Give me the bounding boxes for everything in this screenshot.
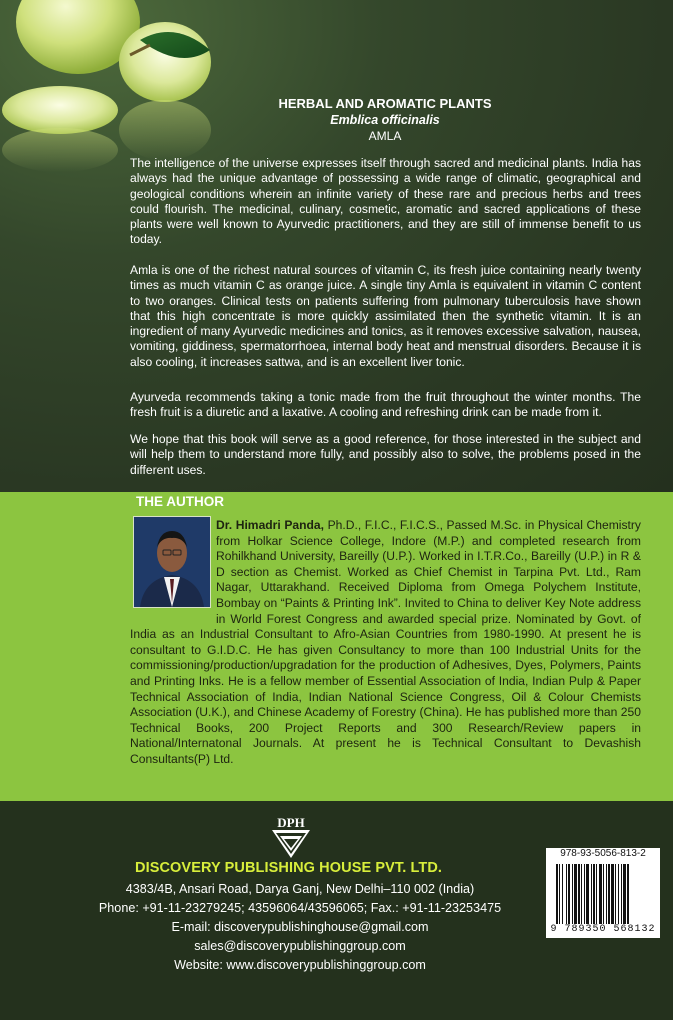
description-paragraph-1: The intelligence of the universe expresses itself through sacred and medicinal plants. India has always had the unique advantage of possessing a wide range of climatic, geographical and geological conditions wherein an infinite variety of these rare and precious herbs and trees could flourish. The medicinal, culinary, cosmetic, aromatic and sacred applications of these plants were well known to Ayurvedic practitioners, and they are still of immense benefit to us today. [130, 156, 641, 247]
description-paragraph-4: We hope that this book will serve as a good reference, for those interested in the subject and will help them to understand more fully, and possibly also to solve, the problems posed in the different uses. [130, 432, 641, 477]
barcode-bar [568, 864, 570, 924]
author-bio-text: Ph.D., F.I.C., F.I.C.S., Passed M.Sc. in Physical Chemistry from Holkar Science College, Indore (M.P.) and completed research from Rohilkhand University, Bareilly (U.P.). Worked in I.T.R.Co., Bareilly (U.P.) in R & D section as Chemist. Worked as Chief Chemist in Tarpina Pvt. Ltd., Ram Nagar, Uttarakhand. Received Diploma from Omega Polychem Institute, Bombay on “Paints & Printing Ink”. Invited to China to deliver Key Note address in World Forest Congress and awarded special prize. Nominated by Govt. of India as an Industrial Consultant to Afro-Asian Countries from 1980-1990. At present he is consultant to G.I.D.C. He has given Consultancy to more than 100 Industrial Units for the commissioning/production/upgradation for the production of Adhesives, Dyes, Polymers, Paints and Printing Inks. He is a fellow member of Essential Association of India, Indian Pulp & Paper Technical Association of India, Indian National Science Congress, Oil & Colour Chemists Association (U.K.), and Chinese Academy of Forestry (China). He has published more than 250 Technical Books, 200 Project Reports and 300 Research/Review papers in National/Internatonal Journals. At present he is Technical Consultant to Devashish Consultants(P) Ltd. [130, 518, 641, 766]
isbn-number: 978-93-5056-813-2 [560, 848, 646, 859]
barcode-bar [611, 864, 614, 924]
barcode-bar [627, 864, 629, 924]
barcode-bar [581, 864, 582, 924]
isbn-digits: 9 789350 568132 [550, 924, 656, 935]
barcode-bar [623, 864, 626, 924]
barcode-bar [559, 864, 560, 924]
barcode-bar [584, 864, 585, 924]
barcode-bar [621, 864, 622, 924]
book-plant-name: AMLA [368, 129, 402, 143]
barcode-bar [578, 864, 580, 924]
barcode-bar [593, 864, 595, 924]
book-title-block [120, 96, 650, 144]
barcode-bar [574, 864, 577, 924]
barcode-bar [608, 864, 610, 924]
author-heading: THE AUTHOR [136, 494, 224, 509]
publisher-phone: Phone: +91-11-23279245; 43596064/43596065; Fax.: +91-11-23253475 [98, 901, 502, 915]
isbn-barcode [546, 848, 660, 938]
author-photo [133, 516, 211, 608]
barcode-bar [572, 864, 573, 924]
barcode-bar [562, 864, 563, 924]
barcode-bar [606, 864, 607, 924]
author-name: Dr. Himadri Panda, [216, 518, 324, 532]
description-paragraph-2: Amla is one of the richest natural sources of vitamin C, its fresh juice containing nearly twenty times as much vitamin C as orange juice. A single tiny Amla is equivalent in vitamin C content to two oranges. Clinical tests on patients suffering from pulmonary tuberculosis have shown that this high concentrate is more quickly assimilated then the synthetic vitamin. It is an ingredient of many Ayurvedic medicines and tonics, as it removes excessive salvation, nausea, vomiting, giddiness, spermatorrhoea, internal body heat and menstrual disorders. Because it is also cooling, it increases sattwa, and is an excellent liver tonic. [130, 263, 641, 369]
barcode-bar [615, 864, 616, 924]
publisher-sales-email: sales@discoverypublishinggroup.com [194, 939, 406, 953]
barcode-bar [618, 864, 619, 924]
publisher-website: Website: www.discoverypublishinggroup.com [174, 958, 426, 972]
barcode-bar [596, 864, 597, 924]
barcode-bar [556, 864, 558, 924]
book-subtitle: Emblica officinalis [330, 113, 440, 127]
barcode-bars [556, 864, 654, 924]
barcode-bar [603, 864, 604, 924]
publisher-address: 4383/4B, Ansari Road, Darya Ganj, New Delhi–110 002 (India) [125, 882, 475, 896]
book-title: HERBAL AND AROMATIC PLANTS [278, 96, 492, 111]
publisher-email: E-mail: discoverypublishinghouse@gmail.com [171, 920, 429, 934]
description-paragraph-3: Ayurveda recommends taking a tonic made from the fruit throughout the winter months. The fresh fruit is a diuretic and a laxative. A cooling and refreshing drink can be made from it. [130, 390, 641, 420]
barcode-bar [566, 864, 567, 924]
barcode-bar [586, 864, 589, 924]
publisher-name: DISCOVERY PUBLISHING HOUSE PVT. LTD. [135, 860, 443, 876]
dph-logo-text: DPH [277, 815, 305, 830]
barcode-bar [599, 864, 602, 924]
dph-logo-icon [266, 814, 316, 860]
barcode-bar [591, 864, 592, 924]
